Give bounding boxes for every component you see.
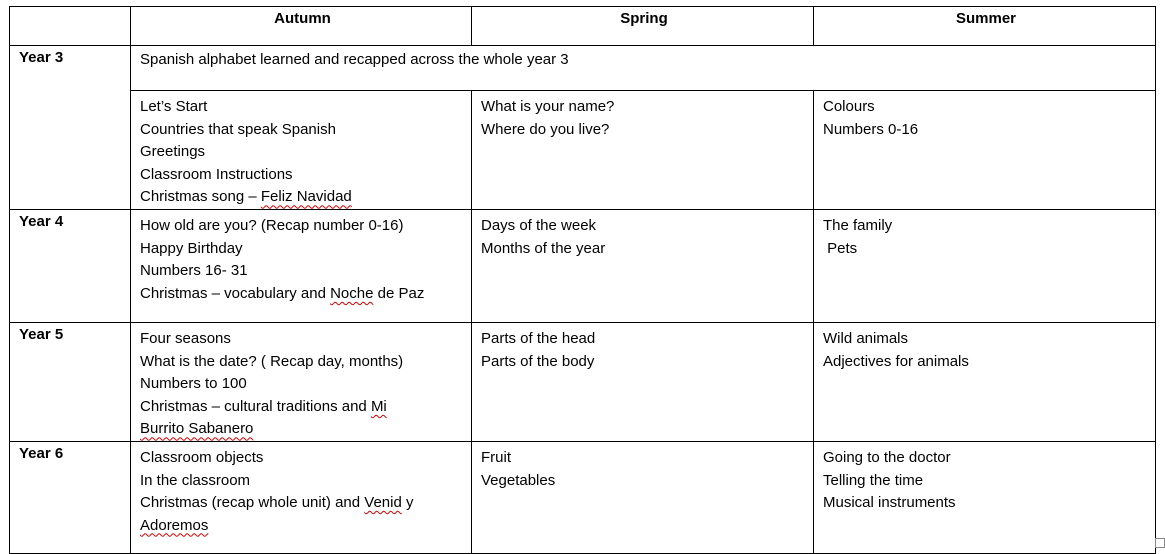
- year6-autumn: [131, 441, 472, 553]
- year6-row: [10, 441, 1156, 553]
- year-label: Year 6: [10, 441, 131, 553]
- topic: Christmas song – Feliz Navidad: [140, 188, 352, 206]
- header-spring: Spring: [472, 7, 814, 46]
- year3-spring: [472, 91, 814, 210]
- topic: Christmas – cultural traditions and Mi: [140, 397, 387, 415]
- spellcheck-word: Noche: [330, 284, 374, 302]
- header-autumn: Autumn: [131, 7, 472, 46]
- topic: Telling the time: [823, 471, 924, 489]
- topic: Vegetables: [481, 471, 556, 489]
- topic: Countries that speak Spanish: [140, 120, 336, 138]
- year5-summer: [814, 322, 1156, 441]
- year6-summer: [814, 441, 1156, 553]
- year4-row: [10, 209, 1156, 322]
- topic: Where do you live?: [481, 120, 610, 138]
- topic: Classroom objects: [140, 448, 264, 466]
- topic: Fruit: [481, 448, 511, 466]
- topic: Parts of the body: [481, 352, 595, 370]
- year3-autumn: [131, 91, 472, 210]
- year-label: Year 5: [10, 322, 131, 441]
- topic: Musical instruments: [823, 494, 956, 512]
- curriculum-table: [9, 6, 1156, 554]
- topic: Let’s Start: [140, 98, 208, 115]
- topic: [140, 418, 465, 441]
- year-label: Year 4: [10, 209, 131, 322]
- year4-spring: [472, 209, 814, 322]
- year4-autumn: [131, 209, 472, 322]
- topic: In the classroom: [140, 471, 251, 489]
- topic: How old are you? (Recap number 0-16): [140, 216, 404, 234]
- topic: Adjectives for animals: [823, 352, 969, 370]
- topic: Days of the week: [481, 216, 597, 234]
- year3-topics-row: [10, 91, 1156, 210]
- topic: Christmas (recap whole unit) and Venid y: [140, 494, 414, 512]
- topic: Numbers to 100: [140, 375, 247, 393]
- year3-summer: [814, 91, 1156, 210]
- year-label: Year 3: [10, 46, 131, 210]
- topic: [140, 515, 465, 538]
- topic: Christmas – vocabulary and Noche de Paz: [140, 284, 425, 302]
- topic: Months of the year: [481, 239, 606, 257]
- topic: Going to the doctor: [823, 448, 951, 466]
- year3-intro: Spanish alphabet learned and recapped across the whole year 3: [131, 46, 1156, 91]
- topic: Greetings: [140, 143, 206, 161]
- year4-summer: [814, 209, 1156, 322]
- header-summer: Summer: [814, 7, 1156, 46]
- year5-autumn: [131, 322, 472, 441]
- topic: Wild animals: [823, 329, 909, 347]
- spellcheck-word: Mi: [370, 397, 387, 415]
- topic: Classroom Instructions: [140, 165, 293, 183]
- topic: The family: [823, 216, 893, 234]
- topic: Colours: [823, 98, 875, 115]
- header-row: [10, 7, 1156, 46]
- year3-intro-row: [10, 46, 1156, 91]
- topic: What is your name?: [481, 98, 615, 115]
- spellcheck-word: Venid: [364, 494, 402, 512]
- spellcheck-word: Burrito Sabanero: [140, 420, 254, 438]
- topic: Parts of the head: [481, 329, 596, 347]
- year6-spring: [472, 441, 814, 553]
- topic: Numbers 0-16: [823, 120, 919, 138]
- year5-row: [10, 322, 1156, 441]
- header-empty: [10, 7, 131, 46]
- topic: What is the date? ( Recap day, months): [140, 352, 404, 370]
- topic: Pets: [823, 239, 858, 257]
- topic: Numbers 16- 31: [140, 262, 248, 280]
- topic: Four seasons: [140, 329, 231, 347]
- year5-spring: [472, 322, 814, 441]
- spellcheck-word: Adoremos: [140, 516, 209, 534]
- spellcheck-word: Feliz Navidad: [260, 188, 352, 206]
- table-resize-handle[interactable]: [1155, 538, 1165, 548]
- topic: Happy Birthday: [140, 239, 243, 257]
